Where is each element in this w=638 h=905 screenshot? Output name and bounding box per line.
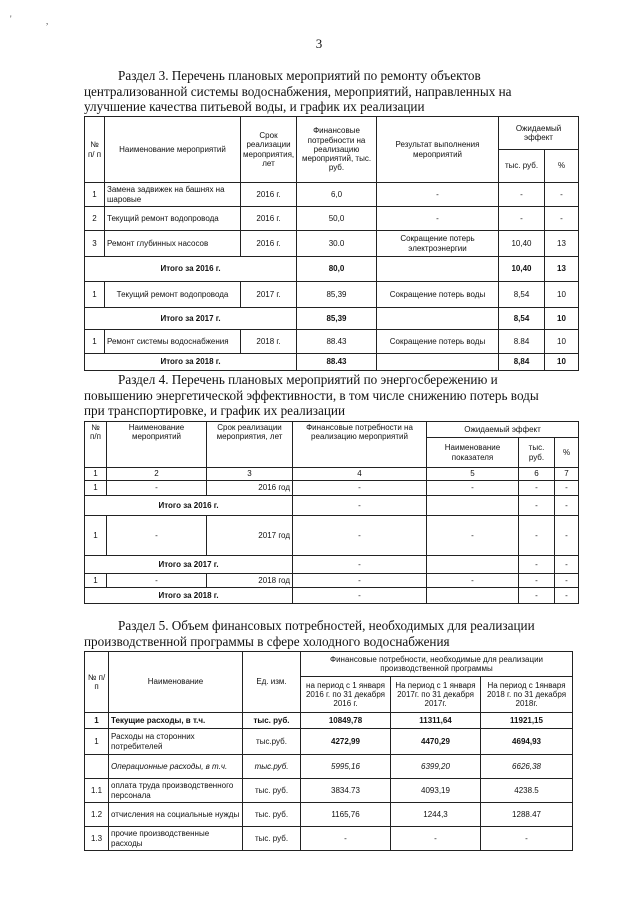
table-row: 1 Расходы на сторонних потребителей тыс.руб. 4272,99 4470,29 4694,93 [85,729,573,755]
s3-header-result: Результат выполнения мероприятий [377,117,499,183]
s3-header-term: Срок реализации мероприятия, лет [241,117,297,183]
s5-header-2017: На период с 1 января 2017г. по 31 декабря 2017г. [391,677,481,713]
table-row: Операционные расходы, в т.ч. тыс.руб. 5995,16 6399,20 6626,38 [85,755,573,779]
s4-header-name: Наименование мероприятий [107,422,207,468]
section5-table [84,651,573,851]
section4-table [84,421,579,604]
s5-header-2018: На период с 1января 2018 г. по 31 декабря 2018г. [481,677,573,713]
table-row: 1.1 оплата труда производственного персонала тыс. руб. 3834.73 4093,19 4238.5 [85,779,573,803]
s3-header-finance: Финансовые потребности на реализацию мероприятий, тыс. руб. [297,117,377,183]
s4-header-effect-pct: % [555,438,579,468]
table-row: 1 Замена задвижек на башнях на шаровые 2016 г. 6,0 - - - [85,183,579,207]
section4-heading: Раздел 4. Перечень плановых мероприятий по энергосбережению и повышению энергетической эффективности, в том числе снижению потерь воды при транспортировке, и график их реализации [84,372,539,418]
s4-header-finance: Финансовые потребности на реализацию мероприятий [293,422,427,468]
table-row: 1 Текущий ремонт водопровода 2017 г. 85,39 Сокращение потерь воды 8,54 10 [85,282,579,308]
table-row-total: Итого за 2018 г. - - - [85,588,579,604]
s4-header-num: № п/п [85,422,107,468]
table-row-total: Итого за 2018 г. 88.43 8,84 10 [85,354,579,371]
s5-header-2016: на период с 1 января 2016 г. по 31 декабря 2016 г. [301,677,391,713]
s4-header-term: Срок реализации мероприятия, лет [207,422,293,468]
table-row-total: Итого за 2016 г. 80,0 10,40 13 [85,257,579,282]
s4-header-effect-rub: тыс. руб. [519,438,555,468]
index-row: 1 2 3 4 5 6 7 [85,468,579,481]
scan-mark: ' [10,14,12,24]
table-row: 1.3 прочие производственные расходы тыс. руб. - - - [85,827,573,851]
table-row: 1 Текущие расходы, в т.ч. тыс. руб. 10849,78 11311,64 11921,15 [85,713,573,729]
table-row-total: Итого за 2017 г. 85,39 8,54 10 [85,308,579,330]
table-row-total: Итого за 2016 г. - - - [85,496,579,516]
s5-header-unit: Ед. изм. [243,652,301,713]
s3-header-effect-pct: % [545,150,579,183]
s5-header-name: Наименование [109,652,243,713]
table-row-total: Итого за 2017 г. - - - [85,556,579,574]
s4-header-effect-name: Наименование показателя [427,438,519,468]
scan-mark: , [46,16,49,26]
section3-heading: Раздел 3. Перечень плановых мероприятий по ремонту объектов централизованной системы водоснабжения, мероприятий, направленных на улучшение качества питьевой воды, и график их реализации [84,68,512,114]
s3-header-effect-rub: тыс. руб. [499,150,545,183]
section5-heading: Раздел 5. Объем финансовых потребностей, необходимых для реализации производственной программы в сфере холодного водоснабжения [84,618,535,649]
table-row: 3 Ремонт глубинных насосов 2016 г. 30.0 Сокращение потерь электроэнергии 10,40 13 [85,231,579,257]
s5-header-finance: Финансовые потребности, необходимые для реализации производственной программы [301,652,573,677]
s3-header-name: Наименование мероприятий [105,117,241,183]
s3-header-effect: Ожидаемый эффект [499,117,579,150]
s4-header-effect: Ожидаемый эффект [427,422,579,438]
table-row: 1 - 2016 год - - - - [85,481,579,496]
section3-table [84,116,579,371]
s5-header-num: № п/п [85,652,109,713]
table-row: 1 - 2018 год - - - - [85,574,579,588]
table-row: 1 - 2017 год - - - - [85,516,579,556]
page-number: 3 [315,36,323,51]
s3-header-num: № п/ п [85,117,105,183]
table-row: 1.2 отчисления на социальные нужды тыс. руб. 1165,76 1244,3 1288.47 [85,803,573,827]
table-row: 2 Текущий ремонт водопровода 2016 г. 50,0 - - - [85,207,579,231]
table-row: 1 Ремонт системы водоснабжения 2018 г. 88.43 Сокращение потерь воды 8.84 10 [85,330,579,354]
